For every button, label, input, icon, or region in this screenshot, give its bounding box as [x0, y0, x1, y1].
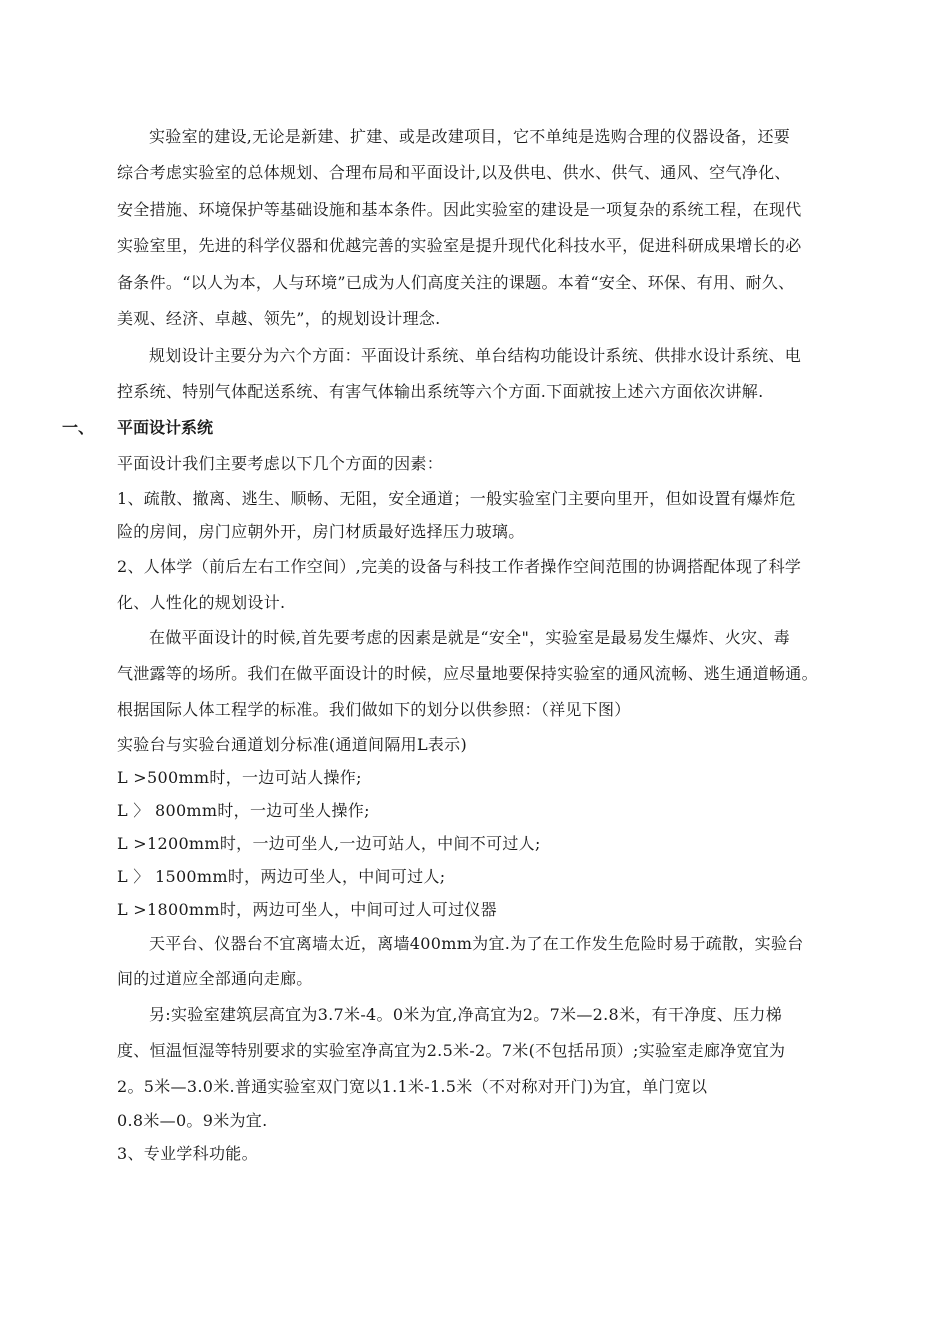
safety-line-3: 根据国际人体工程学的标准。我们做如下的划分以供参照：（祥见下图） — [117, 700, 631, 719]
item1-line-1: 1、疏散、撤离、逃生、顺畅、无阻，安全通道；一般实验室门主要向里开，但如设置有爆炸危 — [117, 489, 796, 508]
section-lead: 平面设计我们主要考虑以下几个方面的因素： — [117, 454, 444, 473]
safety-line-1: 在做平面设计的时候,首先要考虑的因素是就是“安全"，实验室是最易发生爆炸、火灾、毒 — [149, 628, 790, 647]
intro-line-4: 实验室里，先进的科学仪器和优越完善的实验室是提升现代化科技水平，促进科研成果增长的必 — [117, 236, 802, 255]
standard-item: L >1800mm时，两边可坐人，中间可过人可过仪器 — [117, 900, 497, 919]
intro-line-5: 备条件。“以人为本，人与环境”已成为人们高度关注的课题。本着“安全、环保、有用、耐久、 — [117, 273, 795, 292]
standard-title: 实验台与实验台通道划分标准(通道间隔用L表示) — [117, 735, 468, 754]
item2-line-1: 2、人体学（前后左右工作空间）,完美的设备与科技工作者操作空间范围的协调搭配体现了科学 — [117, 557, 802, 576]
item2-line-2: 化、人性化的规划设计. — [117, 593, 286, 612]
other-line-1: 另:实验室建筑层高宜为3.7米-4。0米为宜,净高宜为2。7米—2.8米，有干净度、压力梯 — [149, 1005, 782, 1024]
intro-line-1: 实验室的建设,无论是新建、扩建、或是改建项目，它不单纯是选购合理的仪器设备，还要 — [149, 127, 791, 146]
section-title: 平面设计系统 — [117, 418, 214, 437]
overview-line-2: 控系统、特别气体配送系统、有害气体输出系统等六个方面.下面就按上述六方面依次讲解. — [117, 382, 764, 401]
intro-line-2: 综合考虑实验室的总体规划、合理布局和平面设计,以及供电、供水、供气、通风、空气净化、 — [117, 163, 791, 182]
balance-line-2: 间的过道应全部通向走廊。 — [117, 969, 313, 988]
overview-line-1: 规划设计主要分为六个方面：平面设计系统、单台结构功能设计系统、供排水设计系统、电 — [149, 346, 802, 365]
standard-item: L 〉 800mm时，一边可坐人操作; — [117, 801, 370, 820]
intro-line-6: 美观、经济、卓越、领先”，的规划设计理念. — [117, 309, 441, 328]
standard-item: L 〉 1500mm时，两边可坐人，中间可过人; — [117, 867, 446, 886]
standard-item: L >500mm时，一边可站人操作; — [117, 768, 362, 787]
balance-line-1: 天平台、仪器台不宜离墙太近，离墙400mm为宜.为了在工作发生危险时易于疏散，实验台 — [149, 934, 804, 953]
other-line-2: 度、恒温恒湿等特别要求的实验室净高宜为2.5米-2。7米(不包括吊顶）;实验室走廊净宽宜为 — [117, 1041, 786, 1060]
item1-line-2: 险的房间，房门应朝外开，房门材质最好选择压力玻璃。 — [117, 522, 525, 541]
standard-item: L >1200mm时，一边可坐人,一边可站人，中间不可过人; — [117, 834, 541, 853]
safety-line-2: 气泄露等的场所。我们在做平面设计的时候，应尽量地要保持实验室的通风流畅、逃生通道畅通。 — [117, 664, 818, 683]
intro-line-3: 安全措施、环境保护等基础设施和基本条件。因此实验室的建设是一项复杂的系统工程，在现代 — [117, 200, 802, 219]
item3-line: 3、专业学科功能。 — [117, 1144, 258, 1163]
section-number: 一、 — [62, 418, 95, 437]
other-line-3: 2。5米—3.0米.普通实验室双门宽以1.1米-1.5米（不对称对开门)为宜，单门宽以 — [117, 1077, 708, 1096]
other-line-4: 0.8米—0。9米为宜. — [117, 1111, 268, 1130]
